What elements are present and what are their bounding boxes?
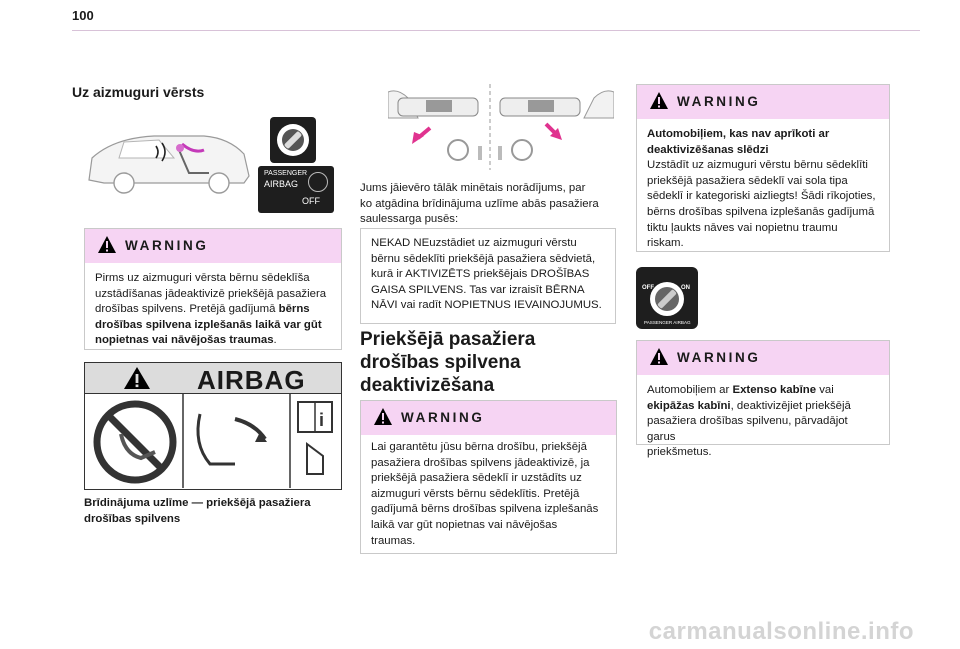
warning-title: WARNING	[125, 238, 209, 253]
warning-header	[361, 401, 616, 435]
text-span-bold: Extenso kabīne	[732, 384, 817, 396]
intro-line: saulessarga pusēs:	[360, 213, 459, 226]
notice-line: kurā ir AKTIVIZĒTS priekšējais DROŠĪBAS	[371, 268, 590, 281]
warning-text	[637, 119, 889, 260]
airbag-label-text: AIRBAG	[197, 365, 306, 395]
warning-title: WARNING	[677, 94, 761, 109]
intro-line: ko atgādina brīdinājuma uzlīme abās pasažiera	[360, 197, 599, 210]
warning-line: Pirms uz aizmuguri vērsta bērnu sēdeklīša	[95, 272, 310, 284]
header-rule	[72, 30, 920, 31]
text-span: , deaktivizējiet priekšējā	[730, 399, 851, 412]
text-span-bold: bērns	[278, 303, 310, 316]
key-switch-icon	[270, 117, 316, 163]
warning-box-extenso	[636, 340, 890, 459]
switch-caption: PASSENGER AIRBAG	[644, 320, 691, 325]
warning-line: bērns drošības spilvena izplešanās gadījumā	[647, 205, 875, 218]
warning-line: sēdeklī ir kategoriski aizliegts! Šādi rīkojoties,	[647, 190, 876, 203]
warning-line: Uzstādīt uz aizmuguri vērstu bērnu sēdeklīti	[647, 159, 868, 172]
airbag-deactivation-switch[interactable]	[636, 267, 698, 329]
warning-line	[95, 302, 331, 318]
warning-line: priekšmetus.	[647, 446, 712, 459]
warning-header	[637, 85, 889, 119]
warning-text	[85, 263, 341, 357]
warning-line	[647, 399, 879, 415]
intro-paragraph	[360, 181, 616, 228]
warning-box-deactivation	[360, 400, 617, 554]
warning-header	[637, 341, 889, 375]
warning-triangle-icon	[373, 407, 393, 427]
notice-line: bērnu sēdeklīti priekšējā pasažiera sēdvietā,	[371, 252, 596, 265]
title-line: deaktivizēšana	[360, 375, 495, 396]
warning-triangle-icon	[97, 235, 117, 255]
text-span-bold: ekipāžas kabīni	[647, 399, 731, 412]
notice-line: NEKAD NEuzstādiet uz aizmuguri vērstu	[371, 237, 577, 249]
title-line: drošības spilvena	[360, 352, 521, 373]
warning-line: traumas.	[371, 534, 416, 547]
switch-off-label: OFF	[642, 285, 654, 291]
warning-line: uzstādīšanas jādeaktivizē priekšējā pasažiera	[95, 287, 327, 300]
warning-title: WARNING	[401, 410, 485, 425]
image-caption	[84, 496, 311, 527]
text-span: Automobiļiem ar	[647, 384, 733, 396]
key-switch-icon	[636, 267, 698, 329]
notice-line: GAISA SPILVENS. Tas var izraisīt BĒRNA	[371, 283, 585, 296]
car-child-seat-illustration	[84, 128, 254, 198]
warning-header	[85, 229, 341, 263]
warning-text	[361, 435, 616, 557]
warning-line: aizmuguri vērsts bērnu sēdeklītis. Pretējā	[371, 487, 580, 500]
warning-line	[95, 333, 331, 349]
text-span: vai	[816, 384, 834, 396]
text-span-bold: nopietnas vai nāvējošas traumas	[95, 334, 274, 347]
site-watermark[interactable]: carmanualsonline.info	[648, 618, 914, 645]
warning-box-rear-facing	[84, 228, 342, 350]
warning-line: priekšējā pasažiera sēdeklī vai sola tipa	[647, 174, 848, 187]
airbag-panel-off: OFF	[302, 196, 320, 206]
warning-line: priekšējā pasažiera sēdeklī ir uzstādīts uz	[371, 472, 582, 485]
warning-triangle-icon	[649, 347, 669, 367]
warning-line: pasažiera drošības spilvens jādeaktivizē, ja	[371, 456, 590, 469]
switch-on-label: ON	[681, 285, 690, 291]
caption-line: drošības spilvens	[84, 512, 181, 525]
airbag-label-pictograms	[85, 394, 341, 488]
warning-title: WARNING	[677, 350, 761, 365]
warning-text	[637, 375, 889, 469]
warning-line: laikā var gūt nopietnas vai nāvējošas	[371, 518, 558, 531]
warning-line: tiktu ļaukts nāves vai nopietnu traumu	[647, 221, 838, 234]
warning-line	[647, 383, 879, 399]
warning-box-no-switch	[636, 84, 890, 252]
warning-line: riskam.	[647, 237, 684, 250]
notice-line: NĀVI vai radīt NOPIETNUS IEVAINOJUMUS.	[371, 299, 602, 312]
section-heading: Uz aizmuguri vērsts	[72, 84, 205, 100]
airbag-off-indicator	[258, 166, 334, 213]
airbag-warning-label	[84, 362, 342, 490]
airbag-crossed-icon	[308, 172, 328, 192]
section-title	[360, 328, 535, 397]
airbag-panel-line2: AIRBAG	[264, 179, 299, 189]
caption-line: Brīdinājuma uzlīme — priekšējā pasažiera	[84, 497, 311, 509]
text-span: drošības spilvens. Pretējā gadījumā	[95, 303, 279, 316]
sun-visor-label-illustration	[388, 84, 614, 170]
title-line: Priekšējā pasažiera	[360, 329, 536, 350]
airbag-panel-line1: PASSENGER	[264, 170, 308, 177]
warning-line: deaktivizēšanas slēdzi	[647, 143, 769, 156]
warning-line: Lai garantētu jūsu bērna drošību, priekšējā	[371, 441, 587, 453]
warning-triangle-icon	[123, 366, 151, 390]
warning-line: drošības spilvena izplešanās laikā var gūt	[95, 318, 322, 331]
text-span: .	[273, 334, 277, 347]
airbag-label-header	[85, 363, 341, 394]
never-install-notice	[360, 228, 616, 324]
warning-triangle-icon	[649, 91, 669, 111]
intro-line: Jums jāievēro tālāk minētais norādījums, par	[360, 182, 586, 194]
warning-line: pasažiera drošības spilvenu, pārvadājot garus	[647, 415, 848, 443]
svg-text:i: i	[319, 410, 325, 430]
warning-line: gadījumā bērns drošības spilvena izplešanās	[371, 503, 599, 516]
page-number: 100	[72, 8, 94, 23]
warning-line: Automobiļiem, kas nav aprīkoti ar	[647, 128, 830, 140]
